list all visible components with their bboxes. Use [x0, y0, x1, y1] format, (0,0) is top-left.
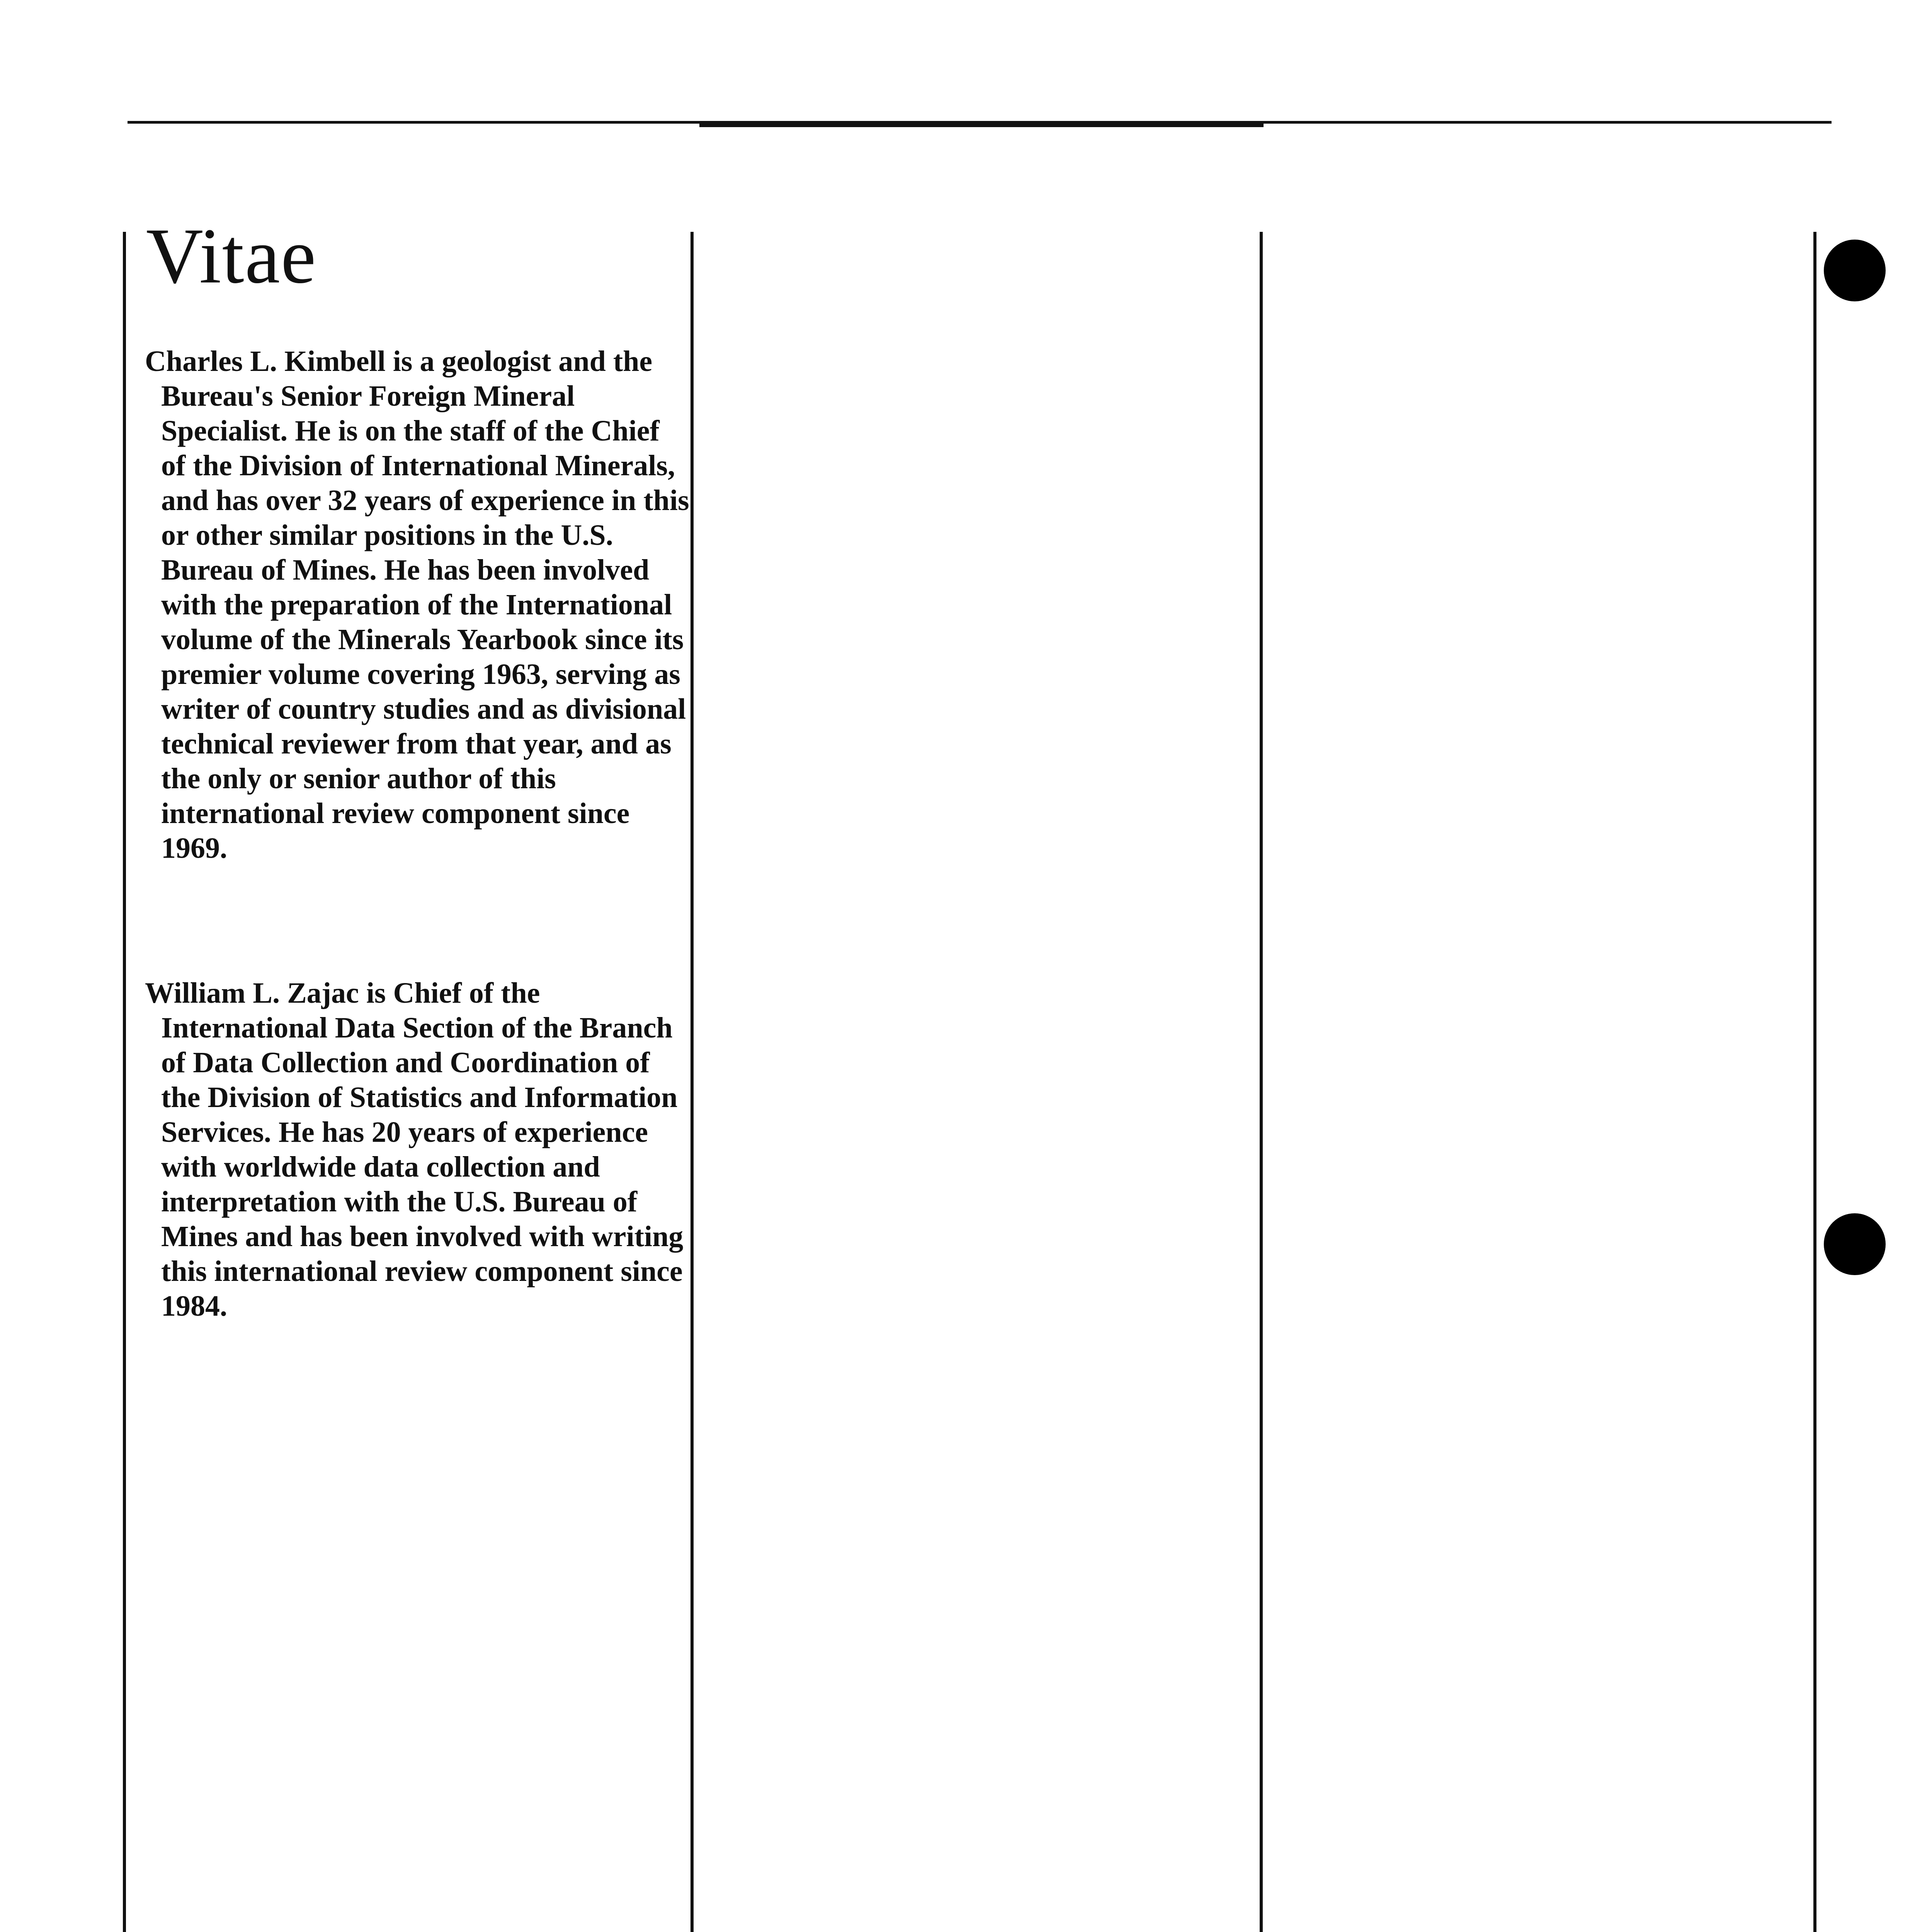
- column-divider-middle-1: [690, 232, 694, 1932]
- bio-william-zajac: William L. Zajac is Chief of the International Data Section of the Branch of Data Collection and Coordination of the Division of Statistics and Information Services. He has 20 years of experience with worldwide data collection and interpretation with the U.S. Bureau of Mines and has been involved with writing this international review component since 1984.: [145, 977, 684, 1322]
- punch-hole-top: [1824, 240, 1886, 301]
- header-rule-bold: [699, 123, 1264, 127]
- column-divider-right: [1813, 232, 1816, 1932]
- column-divider-middle-2: [1260, 232, 1263, 1932]
- bio-charles-kimbell: Charles L. Kimbell is a geologist and the Bureau's Senior Foreign Mineral Specialist. He is on the staff of the Chief of the Division of International Minerals, and has over 32 years of experience in this or other similar positions in the U.S. Bureau of Mines. He has been involved with the preparation of the International volume of the Minerals Yearbook since its premier volume covering 1963, serving as writer of country studies and as divisional technical reviewer from that year, and as the only or senior author of this international review component since 1969.: [145, 345, 689, 864]
- punch-hole-middle: [1824, 1213, 1886, 1275]
- column-divider-left: [123, 232, 126, 1932]
- page-title: Vitae: [146, 212, 317, 300]
